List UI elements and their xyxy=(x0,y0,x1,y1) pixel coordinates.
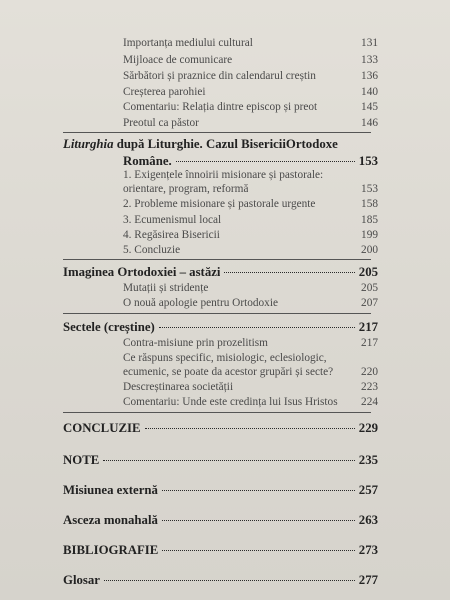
toc-entry xyxy=(123,54,378,66)
toc-entry-page: 223 xyxy=(361,381,378,393)
toc-chapter xyxy=(63,573,378,588)
toc-chapter xyxy=(63,513,378,528)
toc-entry xyxy=(123,282,378,294)
toc-chapter-page: 273 xyxy=(358,543,378,557)
toc-entry xyxy=(123,381,378,393)
toc-chapter-title: BIBLIOGRAFIE xyxy=(63,543,159,557)
toc-chapter-page: 153 xyxy=(358,154,378,168)
dot-leader xyxy=(162,490,355,491)
toc-entry-page: 205 xyxy=(361,282,378,294)
toc-entry xyxy=(123,229,378,241)
toc-entry-page: 185 xyxy=(361,214,378,226)
toc-entry-page: 140 xyxy=(361,86,378,98)
toc-entry-label: orientare, program, reformă xyxy=(123,183,249,195)
toc-entry-page: 220 xyxy=(361,366,378,378)
toc-entry-page: 146 xyxy=(361,117,378,129)
toc-chapter xyxy=(63,453,378,468)
section-divider xyxy=(63,412,371,413)
toc-entry xyxy=(123,117,378,129)
toc-chapter-line2 xyxy=(123,154,378,169)
toc-chapter xyxy=(63,543,378,558)
toc-entry-label: Comentariu: Relația dintre episcop și preot xyxy=(123,101,318,113)
toc-entry-label: Importanța mediului cultural xyxy=(123,37,253,49)
toc-chapter-page: 229 xyxy=(358,421,378,435)
section-divider xyxy=(63,313,371,314)
toc-entry-page: 133 xyxy=(361,54,378,66)
toc-entry xyxy=(123,352,378,364)
section-divider xyxy=(63,259,371,260)
toc-chapter-title: Imaginea Ortodoxiei – astăzi xyxy=(63,265,221,279)
toc-entry-label: 1. Exigențele înnoirii misionare și pastorale: xyxy=(123,169,324,181)
toc-entry-page: 207 xyxy=(361,297,378,309)
toc-entry-label: Ce răspuns specific, misiologic, eclesiologic, xyxy=(123,352,327,364)
toc-entry xyxy=(123,244,378,256)
toc-entry-label: Contra-misiune prin prozelitism xyxy=(123,337,268,349)
toc-chapter-title-italic: Liturghia xyxy=(63,137,114,151)
toc-entry xyxy=(123,396,378,408)
toc-chapter xyxy=(63,421,378,436)
toc-chapter-title: Române. xyxy=(123,154,172,168)
toc-entry xyxy=(123,198,378,210)
toc-entry xyxy=(123,183,378,195)
dot-leader xyxy=(103,460,355,461)
toc-entry-page: 145 xyxy=(361,101,378,113)
toc-entry-label: Mutații și stridențe xyxy=(123,282,209,294)
toc-entry xyxy=(123,169,378,181)
toc-chapter-page: 263 xyxy=(358,513,378,527)
toc-entry-label: Creșterea parohiei xyxy=(123,86,206,98)
toc-entry xyxy=(123,70,378,82)
toc-entry-page: 217 xyxy=(361,337,378,349)
toc-chapter-page: 205 xyxy=(358,265,378,279)
dot-leader xyxy=(145,428,355,429)
toc-entry-page: 158 xyxy=(361,198,378,210)
toc-chapter-title: Misiunea externă xyxy=(63,483,158,497)
dot-leader xyxy=(176,161,355,162)
toc-chapter-title: NOTE xyxy=(63,453,100,467)
toc-entry-label: ecumenic, se poate da acestor grupări și secte? xyxy=(123,366,334,378)
toc-entry-label: O nouă apologie pentru Ortodoxie xyxy=(123,297,278,309)
toc-entry-label: 5. Concluzie xyxy=(123,244,181,256)
toc-chapter-title xyxy=(63,137,338,152)
dot-leader xyxy=(159,327,355,328)
toc-chapter-title: Sectele (creștine) xyxy=(63,320,155,334)
toc-entry xyxy=(123,101,378,113)
toc-entry-label: Preotul ca păstor xyxy=(123,117,199,129)
toc-entry xyxy=(123,337,378,349)
toc-chapter xyxy=(63,320,378,335)
dot-leader xyxy=(224,272,354,273)
toc-entry xyxy=(123,297,378,309)
toc-entry-label: 4. Regăsirea Bisericii xyxy=(123,229,220,241)
dot-leader xyxy=(162,520,355,521)
toc-entry xyxy=(123,86,378,98)
toc-chapter-title: Glosar xyxy=(63,573,100,587)
toc-entry-label: Comentariu: Unde este credința lui Isus Hristos xyxy=(123,396,338,408)
toc-chapter-page: 235 xyxy=(358,453,378,467)
toc-chapter xyxy=(63,483,378,498)
toc-entry xyxy=(123,37,378,49)
toc-entry-label: Descreștinarea societății xyxy=(123,381,234,393)
toc-chapter xyxy=(63,265,378,280)
toc-chapter-title-rest: după Liturghie. Cazul BisericiiOrtodoxe xyxy=(113,137,338,151)
dot-leader xyxy=(162,550,355,551)
toc-entry-page: 224 xyxy=(361,396,378,408)
toc-entry-page: 200 xyxy=(361,244,378,256)
toc-chapter-page: 277 xyxy=(358,573,378,587)
toc-chapter xyxy=(63,137,378,152)
toc-entry-page: 153 xyxy=(361,183,378,195)
toc-entry-label: 2. Probleme misionare și pastorale urgente xyxy=(123,198,316,210)
toc-chapter-page: 217 xyxy=(358,320,378,334)
toc-chapter-title: CONCLUZIE xyxy=(63,421,141,435)
toc-entry-page: 136 xyxy=(361,70,378,82)
toc-entry-label: Mijloace de comunicare xyxy=(123,54,233,66)
dot-leader xyxy=(104,580,355,581)
toc-entry-page: 199 xyxy=(361,229,378,241)
section-divider xyxy=(63,132,371,133)
toc-entry xyxy=(123,366,378,378)
toc-chapter-title: Asceza monahală xyxy=(63,513,158,527)
toc-entry-page: 131 xyxy=(361,37,378,49)
toc-entry xyxy=(123,214,378,226)
toc-entry-label: Sărbători și praznice din calendarul creștin xyxy=(123,70,316,82)
toc-entry-label: 3. Ecumenismul local xyxy=(123,214,222,226)
toc-chapter-page: 257 xyxy=(358,483,378,497)
